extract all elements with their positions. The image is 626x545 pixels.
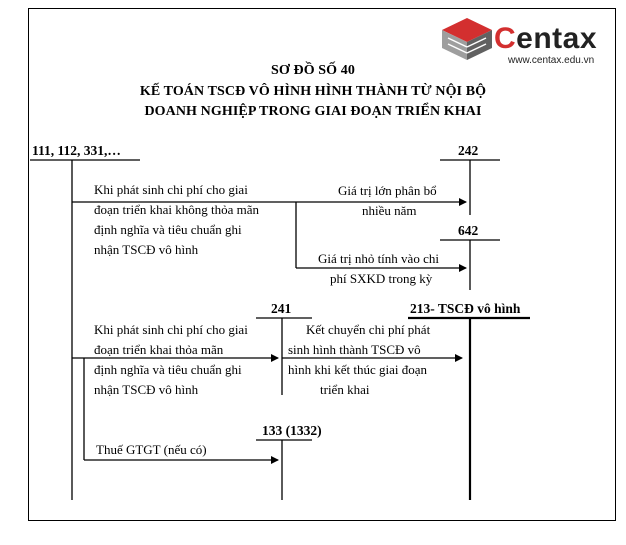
account-label-241: 241 (271, 301, 292, 316)
logo-url: www.centax.edu.vn (508, 55, 595, 66)
entry-text-line: nhận TSCĐ vô hình (94, 382, 199, 397)
entry-text-line: định nghĩa và tiêu chuẩn ghi (94, 222, 242, 237)
entry-text-line: hình khi kết thúc giai đoạn (288, 362, 428, 377)
diagram-title-line1: KẾ TOÁN TSCĐ VÔ HÌNH HÌNH THÀNH TỪ NỘI BỘ (139, 84, 487, 99)
entry-text-line: Khi phát sinh chi phí cho giai (94, 182, 248, 197)
entry-text-line: đoạn triển khai không thỏa mãn (94, 202, 259, 217)
diagram-title-line2: DOANH NGHIỆP TRONG GIAI ĐOẠN TRIỂN KHAI (144, 104, 482, 119)
entry-text-large-value (338, 181, 437, 221)
entry-text-line: Giá trị nhỏ tính vào chi (318, 251, 439, 266)
entry-text-small-value (318, 249, 439, 289)
entry-text-line: nhiều năm (362, 203, 417, 218)
logo-wordmark-c: C (494, 22, 517, 55)
logo-wordmark-rest: entax (516, 22, 598, 55)
entry-text-transfer (288, 320, 430, 400)
entry-text-line: đoạn triển khai thỏa mãn (94, 342, 224, 357)
entry-text-line: nhận TSCĐ vô hình (94, 242, 199, 257)
entry-text-line: sinh hình thành TSCĐ vô (288, 342, 421, 357)
entry-text-line: triển khai (320, 382, 370, 397)
entry-text-line: phí SXKD trong kỳ (330, 271, 433, 286)
account-label-642: 642 (458, 223, 479, 238)
account-label-133: 133 (1332) (262, 423, 322, 438)
account-label-242: 242 (458, 143, 479, 158)
entry-text-not-qualified (94, 180, 259, 260)
diagram-title-number: SƠ ĐỒ SỐ 40 (271, 63, 355, 78)
entry-text-qualified (94, 320, 248, 400)
account-label-213: 213- TSCĐ vô hình (410, 301, 521, 316)
entry-text-line: định nghĩa và tiêu chuẩn ghi (94, 362, 242, 377)
entry-text-line: Kết chuyển chi phí phát (306, 322, 431, 337)
entry-text-vat: Thuế GTGT (nếu có) (96, 442, 207, 457)
entry-text-line: Giá trị lớn phân bổ (338, 183, 437, 198)
account-label-111-112-331: 111, 112, 331,… (32, 143, 121, 158)
entry-text-line: Khi phát sinh chi phí cho giai (94, 322, 248, 337)
